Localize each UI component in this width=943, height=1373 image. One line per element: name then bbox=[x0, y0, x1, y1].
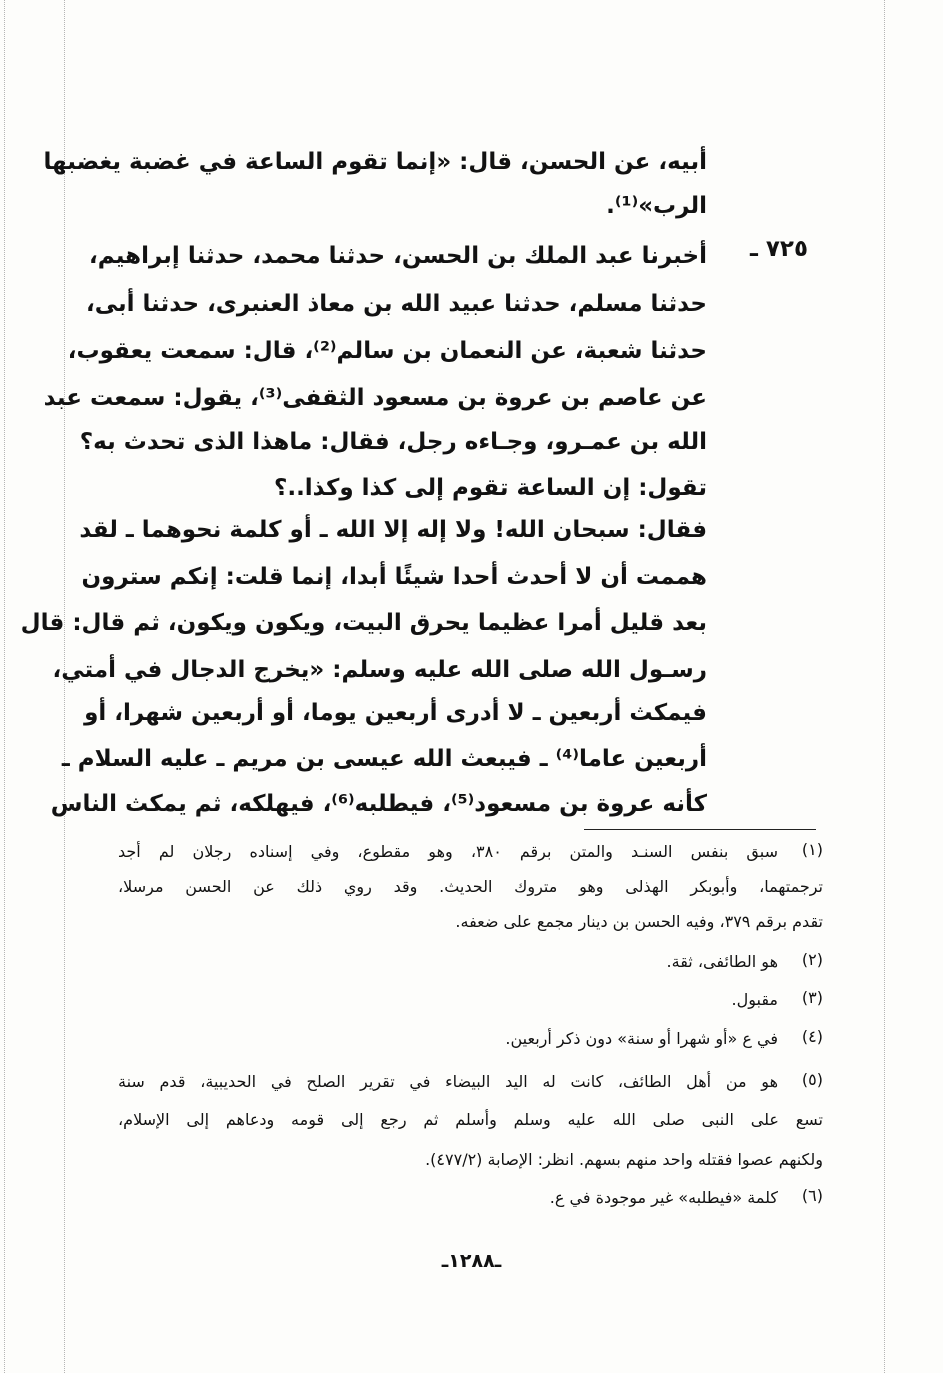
hadith-number: ٧٢٥ ـ bbox=[750, 236, 808, 262]
footnote-number: (٢) bbox=[801, 950, 823, 969]
footnote-number: (٥) bbox=[801, 1070, 823, 1089]
footnote-line: مقبول. bbox=[731, 990, 778, 1009]
hadith-line: أخبرنا عبد الملك بن الحسن، حدثنا محمد، حدثنا إبراهيم، bbox=[88, 243, 707, 269]
footnote-separator bbox=[584, 829, 816, 830]
footnote-number: (٦) bbox=[801, 1186, 823, 1205]
footnote-number: (٤) bbox=[801, 1027, 823, 1046]
hadith-line: تقول: إن الساعة تقوم إلى كذا وكذا..؟ bbox=[273, 475, 707, 501]
hadith-line: فقال: سبحان الله! ولا إله إلا الله ـ أو كلمة نحوهما ـ لقد bbox=[79, 517, 707, 543]
hadith-line: حدثنا مسلم، حدثنا عبيد الله بن معاذ العنبرى، حدثنا أبى، bbox=[86, 291, 707, 317]
footnote-line: هو الطائفى، ثقة. bbox=[666, 952, 778, 971]
scan-border-right bbox=[884, 0, 885, 1373]
hadith-line: حدثنا شعبة، عن النعمان بن سالم⁽²⁾، قال: سمعت يعقوب، bbox=[67, 338, 707, 364]
hadith-line: رسـول الله صلى الله عليه وسلم: «يخرج الدجال في أمتي، bbox=[52, 657, 707, 683]
footnote-number: (١) bbox=[801, 840, 823, 859]
hadith-line: فيمكث أربعين ـ لا أدرى أربعين يوما، أو أربعين شهرا، أو bbox=[84, 700, 707, 726]
hadith-line: الله بن عمـرو، وجـاءه رجل، فقال: ماهذا الذى تحدث به؟ bbox=[79, 429, 707, 455]
hadith-line: كأنه عروة بن مسعود⁽⁵⁾، فيطلبه⁽⁶⁾، فيهلكه، ثم يمكث الناس bbox=[50, 791, 707, 817]
footnote-line: سبق بنفس السنـد والمتن برقم ٣٨٠، وهو مقطوع، وفي إسناده رجلان لم أجد bbox=[118, 842, 779, 861]
footnote-line: تقدم برقم ٣٧٩، وفيه الحسن بن دينار مجمع على ضعفه. bbox=[455, 912, 823, 931]
body-line: أبيه، عن الحسن، قال: «إنما تقوم الساعة في غضبة يغضبها bbox=[43, 149, 707, 175]
hadith-line: بعد قليل أمرا عظيما يحرق البيت، ويكون ويكون، ثم قال: قال bbox=[20, 610, 707, 636]
page-number: ـ١٢٨٨ـ bbox=[441, 1250, 502, 1272]
hadith-line: هممت أن لا أحدث أحدا شيئًا أبدا، إنما قلت: إنكم سترون bbox=[81, 564, 707, 590]
hadith-line: عن عاصم بن عروة بن مسعود الثقفى⁽³⁾، يقول: سمعت عبد bbox=[43, 385, 707, 411]
footnote-line: ولكنهم عصوا فقتله واحد منهم بسهم. انظر: الإصابة (٤٧٧/٢). bbox=[425, 1150, 823, 1169]
footnote-number: (٣) bbox=[801, 988, 823, 1007]
body-line: الرب»⁽¹⁾. bbox=[606, 193, 707, 219]
footnote-line: هو من أهل الطائف، كانت له اليد البيضاء في تقرير الصلح في الحديبية، قدم سنة bbox=[118, 1072, 778, 1091]
footnote-line: كلمة «فيطلبه» غير موجودة في ع. bbox=[549, 1188, 778, 1207]
hadith-line: أربعين عاما⁽⁴⁾ ـ فيبعث الله عيسى بن مريم ـ عليه السلام ـ bbox=[61, 746, 707, 772]
footnote-line: ترجمتهما، وأبوبكر الهذلى وهو متروك الحديث. وقد روي ذلك عن الحسن مرسلا، bbox=[118, 877, 823, 896]
footnote-line: تسع على النبى صلى الله عليه وسلم وأسلم ثم رجع إلى قومه ودعاهم إلى الإسلام، bbox=[118, 1110, 823, 1129]
scan-border-left bbox=[4, 0, 5, 1373]
footnote-line: في ع «أو شهرا أو سنة» دون ذكر أربعين. bbox=[505, 1029, 778, 1048]
